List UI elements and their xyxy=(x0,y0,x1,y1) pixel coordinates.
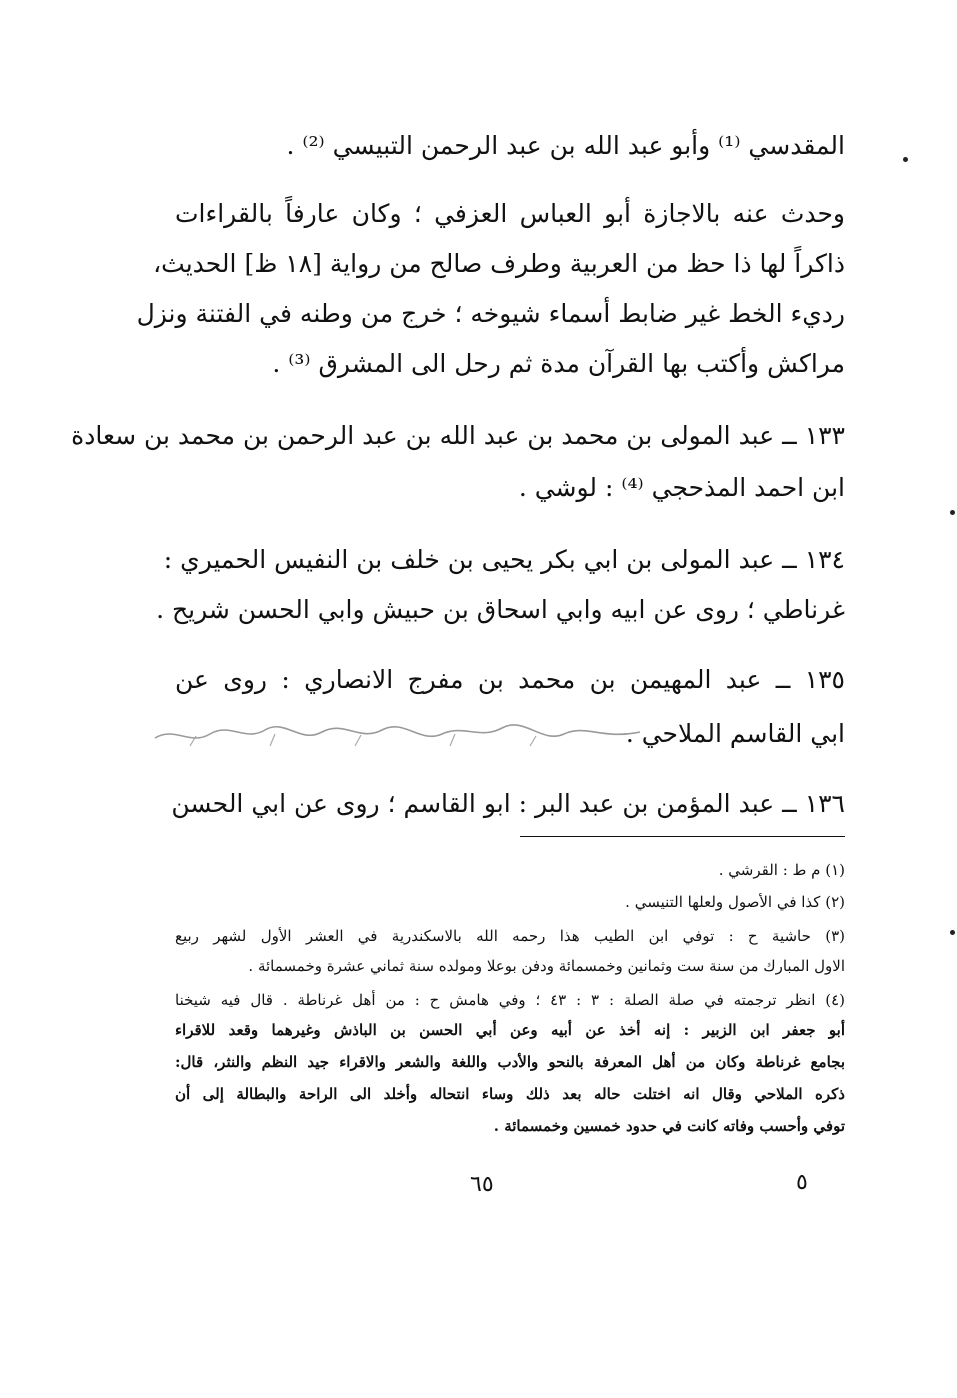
footnote-line: (٣) حاشية ح : توفي ابن الطيب هذا رحمه الله بالاسكندرية في العشر الأول لشهر ربيع xyxy=(175,927,845,945)
body-line: رديء الخط غير ضابط أسماء شيوخه ؛ خرج من وطنه في الفتنة ونزل xyxy=(136,299,845,328)
footnote-line: بجامع غرناطة وكان من أهل المعرفة بالنحو والأدب واللغة والشعر والاقراء جيد النظم والنثر، قال: xyxy=(175,1053,845,1071)
entry-133-line: ١٣٣ ــ عبد المولى بن محمد بن عبد الله بن عبد الرحمن بن محمد بن سعادة xyxy=(71,421,845,450)
footnote-line: أبو جعفر ابن الزبير : إنه أخذ عن أبيه وعن أبي الحسن بن الباذش وغيرهما وقعد للاقراء xyxy=(175,1021,845,1039)
signature-mark: ٥ xyxy=(796,1170,808,1195)
margin-dot xyxy=(950,930,955,935)
footnote-line: (٢) كذا في الأصول ولعلها التنيسي . xyxy=(625,893,845,911)
body-line: ذاكراً لها ذا حظ من العربية وطرف صالح من رواية [١٨ ظ] الحديث، xyxy=(153,249,845,278)
entry-133-line: ابن احمد المذحجي ⁽⁴⁾ : لوشي . xyxy=(518,473,845,502)
entry-135-line: ١٣٥ ــ عبد المهيمن بن محمد بن مفرج الانصاري : روى عن xyxy=(175,665,845,694)
entry-135-line: ابي القاسم الملاحي . xyxy=(625,719,845,748)
footnote-line: توفي وأحسب وفاته كانت في حدود خمسين وخمسمائة . xyxy=(493,1117,845,1135)
body-line: مراكش وأكتب بها القرآن مدة ثم رحل الى المشرق ⁽³⁾ . xyxy=(272,349,845,378)
margin-dot xyxy=(950,510,955,515)
footnote-line: (٤) انظر ترجمته في صلة الصلة : ٣ : ٤٣ ؛ وفي هامش ح : من أهل غرناطة . قال فيه شيخنا xyxy=(175,991,845,1009)
page-number: ٦٥ xyxy=(470,1172,494,1197)
entry-134-line: ١٣٤ ــ عبد المولى بن ابي بكر يحيى بن خلف بن النفيس الحميري : xyxy=(163,545,845,574)
entry-134-line: غرناطي ؛ روى عن ابيه وابي اسحاق بن حبيش وابي الحسن شريح . xyxy=(156,595,845,624)
footnote-line: الاول المبارك من سنة ست وثمانين وخمسمائة ودفن بوعلا ومولده سنة ثماني عشرة وخمسمائة . xyxy=(248,957,845,975)
footnote-line: ذكره الملاحي وقال انه اختلت حاله بعد ذلك وساء انتحاله وأخلد الى الراحة والبطالة إلى أن xyxy=(175,1085,845,1103)
handwritten-annotation xyxy=(150,716,650,756)
margin-dot xyxy=(903,157,908,162)
entry-136-line: ١٣٦ ــ عبد المؤمن بن عبد البر : ابو القاسم ؛ روى عن ابي الحسن xyxy=(171,789,845,818)
footnote-line: (١) م ط : القرشي . xyxy=(718,861,845,879)
body-line: وحدث عنه بالاجازة أبو العباس العزفي ؛ وكان عارفاً بالقراءات xyxy=(175,199,845,228)
footnote-divider xyxy=(520,836,845,837)
body-line: المقدسي ⁽¹⁾ وأبو عبد الله بن عبد الرحمن التبيسي ⁽²⁾ . xyxy=(286,131,845,160)
